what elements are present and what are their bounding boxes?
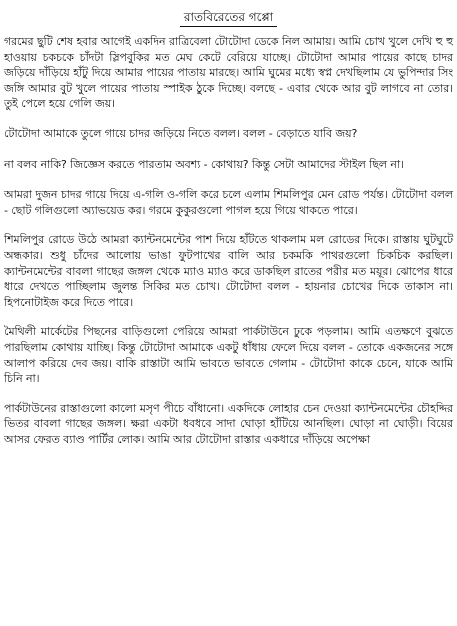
paragraph-6: মৈথিলী মার্কেটের পিছনের বাড়িগুলো পেরিয়ে আমরা পার্কটাউনে ঢুকে পড়লাম। আমি এতক্ষণে বুঝতে পারছিলাম কোথায় যাচ্ছি। কিন্তু টোটোদা আমাকে একটু ধাঁধায় ফেলে দিয়ে বলল - তোকে একজনের সঙ্গে আলাপ করিয়ে দেব জয়। বাকি রাস্তাটা আমি ভাবতে ভাবতে গেলাম - টোটোদা কাকে চেনে, যাকে আমি চিনি না। [4,325,453,386]
paragraph-1: গরমের ছুটি শেষ হবার আগেই একদিন রাত্রিবেলা টোটোদা ডেকে নিল আমায়। আমি চোখ খুলে দেখি হু হু হাওয়ায় চকচকে চাঁদটা স্লিপবুকির মত মেঘ কেটে বেরিয়ে যাচ্ছে। টোটোদা আমার পায়ের কাছে চাদর জড়িয়ে দাঁড়িয়ে হাঁটু দিয়ে আমার পায়ের পাতায় মারছে। আমি ঘুমের মধ্যে স্বপ্ন দেখছিলাম যে ভুপিন্দার সিং জঙ্গি আমার বুট খুলে পায়ের পাতায় স্পাইক ঠুকে দিচ্ছে। বলছে - এবার থেকে আর বুট লাগবে না তোর। তুই পেলে হয়ে গেলি জয়। [4,35,453,111]
paragraph-7: পার্কটাউনের রাস্তাগুলো কালো মসৃণ পীচে বাঁধানো। একদিকে লোহার চেন দেওয়া ক্যান্টনমেন্টের চৌহদ্দির ভিতর বাবলা গাছের জঙ্গল। ক্ষরা একটা ধবধবে সাদা ঘোড়া হাঁটিয়ে আনছিল। ঘোড়া না ঘোড়ী। বিয়ের আসর ফেরত ব্যাণ্ড পার্টির লোক। আমি আর টোটোদা রাস্তার একধারে দাঁড়িয়ে অপেক্ষা [4,401,453,446]
paragraph-2: টোটোদা আমাকে তুলে গায়ে চাদর জড়িয়ে নিতে বলল। বলল - বেড়াতে যাবি জয়? [4,126,358,140]
document-title: রাতবিরেতের গপ্পো [180,9,277,27]
title-row [4,6,453,26]
paragraph-4: আমরা দুজন চাদর গায়ে দিয়ে এ-গলি ও-গলি করে চলে এলাম শিমলিপুর মেন রোড পর্যন্ত। টোটোদা বলল - ছোট গলিগুলো অ্যাভয়েড কর। গরমে কুকুরগুলো পাগল হয়ে গিয়ে থাকতে পারে। [4,188,453,217]
paragraph-5: শিমলিপুর রোডে উঠে আমরা ক্যান্টনমেন্টের পাশ দিয়ে হাঁটতে থাকলাম মল রোডের দিকে। রাস্তায় ঘুটঘুটে অন্ধকার। শুধু চাঁদের আলোয় ভাঙা ফুটপাথের বালি আর চকমকি পাথরগুলো চিকচিক করছিল। ক্যান্টনমেন্টের বাবলা গাছের জঙ্গল থেকে ম্যাও ম্যাও করে ডাকছিল রাতের পরীর মত ময়ূর। ঝোপের ধারে ধারে দেখতে পাচ্ছিলাম জুলন্ত সিকির মত চোখ। টোটোদা বলল - হায়নার চোখের দিকে তাকাস না। হিপনোটাইজ করে দিতে পারে। [4,233,453,309]
paragraph-3: না বলব নাকি? জিজ্ঞেস করতে পারতাম অবশ্য - কোথায়? কিন্তু সেটা আমাদের স্টাইল ছিল না। [4,157,404,171]
